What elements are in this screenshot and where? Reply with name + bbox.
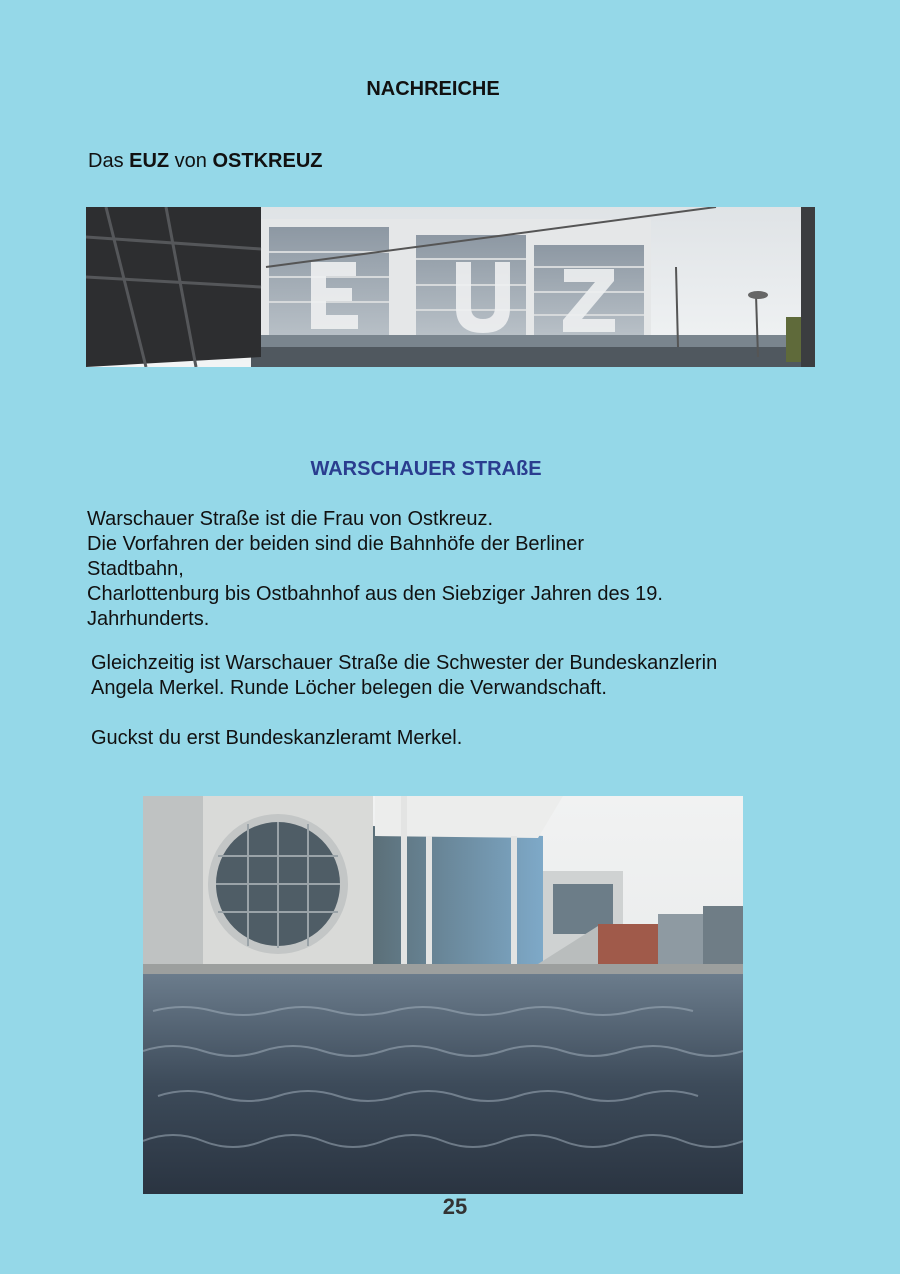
- paragraph-1-line: Jahrhunderts.: [87, 608, 210, 630]
- subheading-ostkreuz: OSTKREUZ: [212, 150, 323, 172]
- paragraph-2: [91, 651, 831, 701]
- section-title: WARSCHAUER STRAßE: [310, 458, 542, 480]
- page-heading: NACHREICHE: [366, 78, 500, 100]
- subheading-middle: von: [169, 150, 213, 172]
- paragraph-1-line: Stadtbahn,: [87, 558, 184, 580]
- subheading: [88, 150, 322, 173]
- subheading-prefix: Das: [88, 150, 130, 172]
- page-number: 25: [442, 1194, 468, 1219]
- paragraph-1: [87, 507, 787, 632]
- paragraph-2-line: Angela Merkel. Runde Löcher belegen die Verwandschaft.: [91, 677, 607, 699]
- euz-station-photo: [86, 207, 815, 367]
- paragraph-3: Guckst du erst Bundeskanzleramt Merkel.: [91, 727, 463, 749]
- paragraph-1-line: Warschauer Straße ist die Frau von Ostkreuz.: [87, 508, 494, 530]
- paragraph-2-line: Gleichzeitig ist Warschauer Straße die Schwester der Bundeskanzlerin: [91, 652, 718, 674]
- bundeskanzleramt-photo: [143, 796, 743, 1194]
- subheading-euz: EUZ: [129, 150, 170, 172]
- paragraph-1-line: Die Vorfahren der beiden sind die Bahnhöfe der Berliner: [87, 533, 584, 555]
- paragraph-1-line: Charlottenburg bis Ostbahnhof aus den Siebziger Jahren des 19.: [87, 583, 663, 605]
